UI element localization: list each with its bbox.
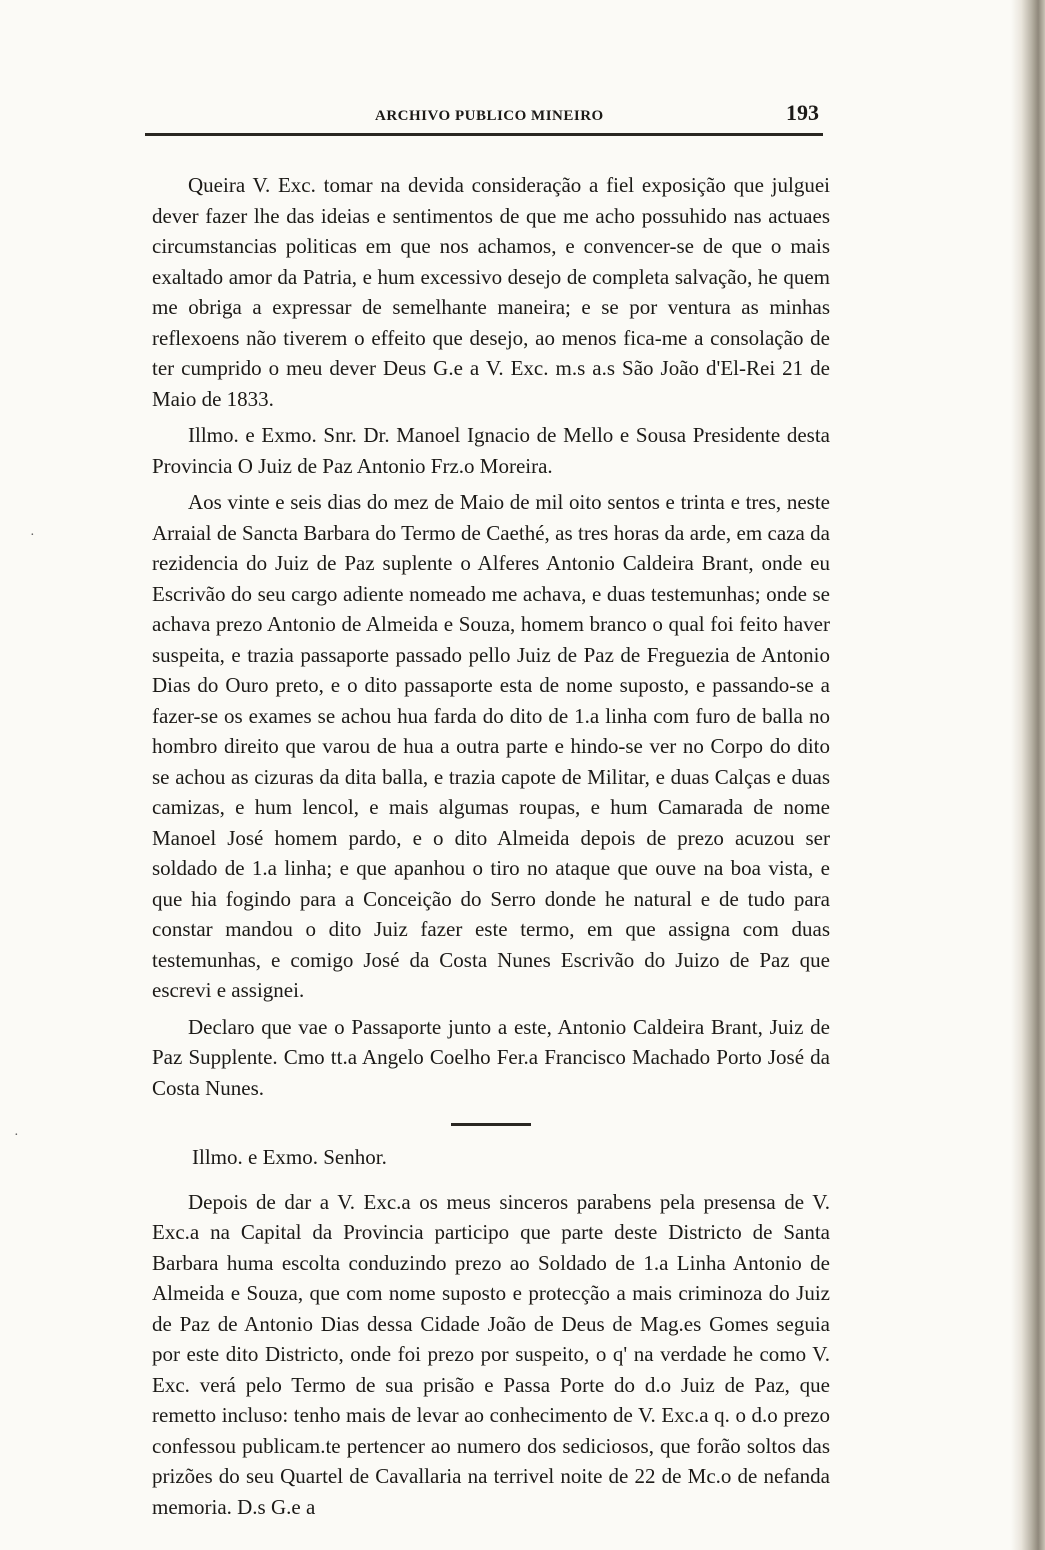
- header-rule: [145, 133, 823, 136]
- page-number: 193: [786, 100, 819, 125]
- stray-mark: ·: [30, 528, 35, 543]
- paragraph: Declaro que vae o Passaporte junto a este, Antonio Caldeira Brant, Juiz de Paz Supplente. Cmo tt.a Angelo Coelho Fer.a Francisco Machado Porto José da Costa Nunes.: [152, 1014, 830, 1100]
- section-divider: [451, 1123, 531, 1126]
- page-header: [145, 96, 823, 136]
- document-body: [152, 170, 830, 1528]
- letter-paragraph: Depois de dar a V. Exc.a os meus sinceros parabens pela presensa de V. Exc.a na Capital da Provincia participo que parte deste Districto de Santa Barbara huma escolta conduzindo prezo ao Soldado de 1.a Linha Antonio de Almeida e Souza, que com nome suposto e protecção a mais criminoza do Juiz de Paz de Antonio Dias dessa Cidade João de Deus de Mag.es Gomes seguia por este dito Districto, onde foi prezo por suspeito, o q' na verdade he como V. Exc. verá pelo Termo de sua prisão e Passa Porte do d.o Juiz de Paz, que remetto incluso: tenho mais de levar ao conhecimento de V. Exc.a q. o d.o prezo confessou publicam.te pertencer ao numero dos sediciosos, que forão soltos das prizões do seu Quartel de Cavallaria na terrivel noite de 22 de Mc.o de nefanda memoria. D.s G.e a: [152, 1189, 830, 1519]
- paragraph: Queira V. Exc. tomar na devida consideração a fiel exposição que julguei dever fazer lhe das ideias e sentimentos de que me acho possuhido nas actuaes circumstancias politicas em que nos achamos, e convencer-se de que o mais exaltado amor da Patria, e hum excessivo desejo de completa salvação, he quem me obriga a expressar de semelhante maneira; e se por ventura as minhas reflexoens não tiverem o effeito que desejo, ao menos fica-me a consolação de ter cumprido o meu dever Deus G.e a V. Exc. m.s a.s São João d'El-Rei 21 de Maio de 1833.: [152, 173, 830, 411]
- paragraph: Aos vinte e seis dias do mez de Maio de mil oito sentos e trinta e tres, neste Arraial de Sancta Barbara do Termo de Caethé, as tres horas da arde, em caza da rezidencia do Juiz de Paz suplente o Alferes Antonio Caldeira Brant, onde eu Escrivão do seu cargo adiente nomeado me achava, e duas testemunhas; onde se achava prezo Antonio de Almeida e Souza, homem branco o qual foi feito haver suspeita, e trazia passaporte passado pello Juiz de Paz de Freguezia de Antonio Dias do Ouro preto, e o dito passaporte esta de nome suposto, e passando-se a fazer-se os exames se achou hua farda do dito de 1.a linha com furo de balla no hombro direito que varou de hua a outra parte e hindo-se ver no Corpo do dito se achou as cizuras da dita balla, e trazia capote de Militar, e duas Calças e duas camizas, e hum lencol, e mais algumas roupas, e hum Camarada de nome Manoel José homem pardo, e o dito Almeida depois de prezo acuzou ser soldado de 1.a linha; e que apanhou o tiro no ataque que ouve na boa vista, e que hia fogindo para a Conceição do Serro donde he natural e de tudo para constar mandou o dito Juiz fazer este termo, em que assigna com duas testemunhas, e comigo José da Costa Nunes Escrivão do Juizo de Paz que escrevi e assignei.: [152, 490, 830, 1002]
- page-edge-shadow: [1011, 0, 1045, 1550]
- stray-mark: ·: [14, 1128, 19, 1143]
- paragraph: Illmo. e Exmo. Snr. Dr. Manoel Ignacio de Mello e Sousa Presidente desta Provincia O Juiz de Paz Antonio Frz.o Moreira.: [152, 423, 830, 478]
- running-title: ARCHIVO PUBLICO MINEIRO: [375, 108, 604, 124]
- letter-greeting: Illmo. e Exmo. Senhor.: [192, 1145, 387, 1169]
